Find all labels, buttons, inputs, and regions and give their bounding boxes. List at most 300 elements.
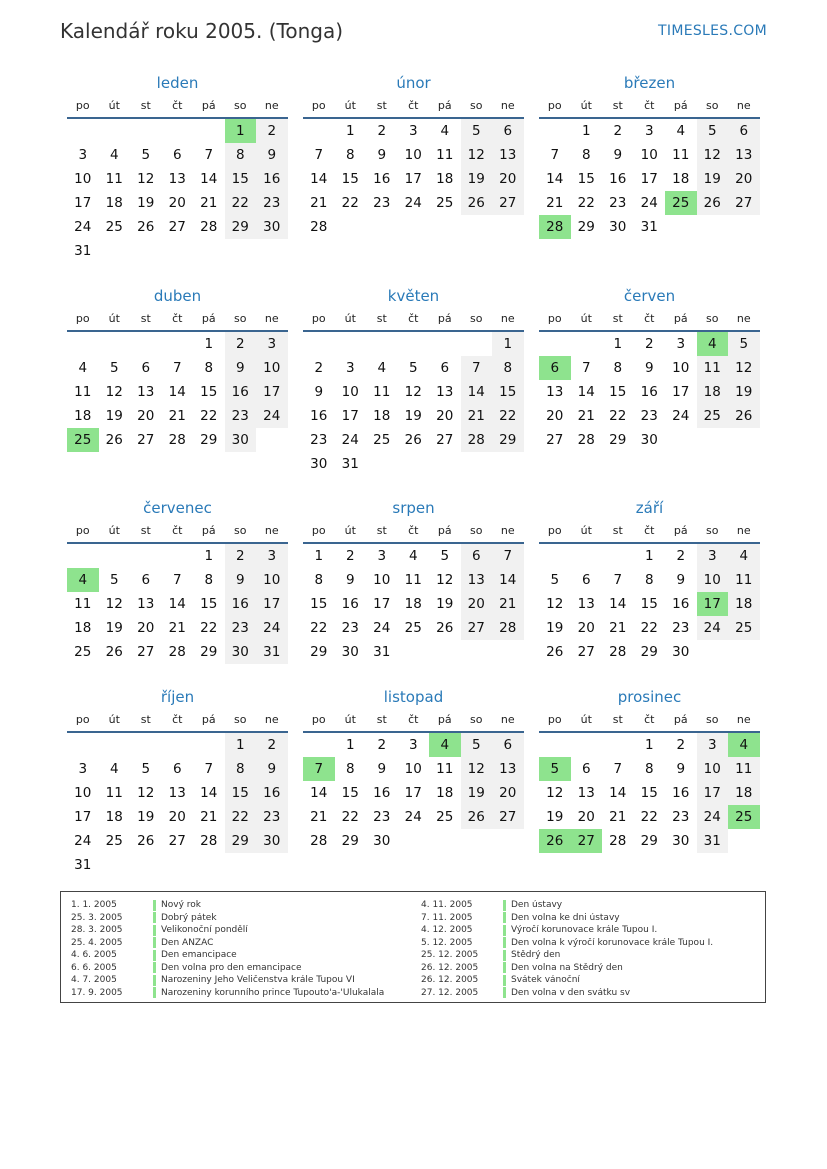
day-cell: 13 xyxy=(577,596,595,612)
day-cell: 23 xyxy=(310,432,328,448)
day-cell: 5 xyxy=(697,119,729,143)
brand-link[interactable]: TIMESLES.COM xyxy=(658,23,767,39)
day-cell: 16 xyxy=(373,171,391,187)
weekday-header xyxy=(303,523,524,544)
legend-holiday-name: Dobrý pátek xyxy=(161,912,217,923)
day-cell: 2 xyxy=(644,336,654,352)
weekday-label: út xyxy=(580,524,592,537)
day-cell: 7 xyxy=(461,356,493,380)
weekday-label: čt xyxy=(644,312,655,325)
weekday-label: pá xyxy=(437,99,452,112)
weekday-label: st xyxy=(140,312,151,325)
day-cell: 22 xyxy=(341,809,359,825)
day-cell: 17 xyxy=(640,171,658,187)
day-cell: 15 xyxy=(640,785,658,801)
day-cell: 11 xyxy=(105,785,123,801)
weekday-label: po xyxy=(75,713,90,726)
day-cell: 30 xyxy=(341,644,359,660)
weekday-label: pá xyxy=(673,312,688,325)
day-cell: 14 xyxy=(461,380,493,404)
month-name: listopad xyxy=(383,688,444,706)
legend-row xyxy=(411,974,713,987)
legend-row xyxy=(61,974,384,987)
day-cell: 4 xyxy=(676,123,686,139)
day-cell: 24 xyxy=(404,195,422,211)
day-cell: 4 xyxy=(377,360,387,376)
day-cell: 6 xyxy=(141,360,151,376)
day-cell: 10 xyxy=(74,785,92,801)
day-cell: 29 xyxy=(200,644,218,660)
day-cell: 10 xyxy=(697,757,729,781)
day-cell: 12 xyxy=(105,596,123,612)
legend-color-marker xyxy=(503,962,506,973)
day-cell: 8 xyxy=(204,360,214,376)
day-cell: 13 xyxy=(728,143,760,167)
legend-row xyxy=(61,924,384,937)
day-cell: 6 xyxy=(581,761,591,777)
day-cell: 30 xyxy=(640,432,658,448)
day-cell: 28 xyxy=(168,432,186,448)
weekday-label: st xyxy=(140,524,151,537)
day-cell: 2 xyxy=(377,737,387,753)
day-cell: 29 xyxy=(577,219,595,235)
month-3 xyxy=(539,72,760,239)
weekday-label: čt xyxy=(172,524,183,537)
weekday-label: pá xyxy=(201,524,216,537)
day-cell: 10 xyxy=(256,356,288,380)
day-cell: 27 xyxy=(168,833,186,849)
day-cell: 4 xyxy=(728,544,760,568)
day-cell: 30 xyxy=(672,644,690,660)
empty-cell xyxy=(571,544,603,568)
day-cell: 22 xyxy=(640,620,658,636)
page-title: Kalendář roku 2005. (Tonga) xyxy=(60,19,344,43)
day-cell: 23 xyxy=(225,616,257,640)
day-cell: 21 xyxy=(310,195,328,211)
weekday-label: ne xyxy=(264,99,279,112)
legend-date: 25. 3. 2005 xyxy=(71,912,123,923)
day-cell: 12 xyxy=(461,757,493,781)
day-cell: 24 xyxy=(640,195,658,211)
weekday-header xyxy=(67,311,288,332)
day-cell: 19 xyxy=(546,620,564,636)
empty-cell xyxy=(162,544,194,568)
day-cell: 15 xyxy=(225,167,257,191)
day-cell: 2 xyxy=(345,548,355,564)
day-cell: 21 xyxy=(492,592,524,616)
weekday-label: po xyxy=(311,713,326,726)
day-cell: 28 xyxy=(577,432,595,448)
day-cell: 13 xyxy=(137,384,155,400)
day-cell: 18 xyxy=(728,781,760,805)
weekday-label: so xyxy=(470,312,483,325)
day-cell: 31 xyxy=(640,219,658,235)
day-cell: 14 xyxy=(609,785,627,801)
day-cell: 9 xyxy=(345,572,355,588)
legend-holiday-name: Narozeniny Jeho Veličenstva krále Tupou VI xyxy=(161,975,355,986)
day-cell: 20 xyxy=(492,781,524,805)
weekday-label: st xyxy=(376,713,387,726)
weekday-label: pá xyxy=(201,312,216,325)
day-cell: 11 xyxy=(436,761,454,777)
day-cell: 28 xyxy=(461,428,493,452)
legend-color-marker xyxy=(503,975,506,986)
weekday-label: st xyxy=(376,99,387,112)
legend-color-marker xyxy=(503,900,506,911)
day-cell: 3 xyxy=(345,360,355,376)
day-cell: 14 xyxy=(609,596,627,612)
empty-cell xyxy=(162,733,194,757)
month-10 xyxy=(67,686,288,877)
day-cell: 12 xyxy=(436,572,454,588)
day-cell: 3 xyxy=(644,123,654,139)
legend-date: 25. 4. 2005 xyxy=(71,937,123,948)
holiday-day-cell: 4 xyxy=(697,332,729,356)
empty-cell xyxy=(99,733,131,757)
weekday-label: ne xyxy=(500,524,515,537)
day-cell: 22 xyxy=(200,408,218,424)
day-cell: 25 xyxy=(436,195,454,211)
weekday-label: so xyxy=(706,312,719,325)
day-cell: 27 xyxy=(546,432,564,448)
day-cell: 21 xyxy=(461,404,493,428)
day-cell: 19 xyxy=(461,167,493,191)
month-11 xyxy=(303,686,524,853)
legend-holiday-name: Nový rok xyxy=(161,900,201,911)
day-cell: 9 xyxy=(676,761,686,777)
day-cell: 16 xyxy=(672,596,690,612)
day-cell: 19 xyxy=(404,408,422,424)
month-12 xyxy=(539,686,760,853)
weekday-header xyxy=(67,523,288,544)
legend-date: 27. 12. 2005 xyxy=(421,987,479,998)
legend-row xyxy=(411,924,713,937)
day-cell: 27 xyxy=(492,191,524,215)
day-cell: 9 xyxy=(613,147,623,163)
empty-cell xyxy=(193,733,225,757)
day-cell: 27 xyxy=(728,191,760,215)
month-1 xyxy=(67,72,288,263)
day-cell: 21 xyxy=(577,408,595,424)
empty-cell xyxy=(303,332,335,356)
day-cell: 29 xyxy=(225,215,257,239)
legend-holiday-name: Výročí korunovace krále Tupou I. xyxy=(511,925,658,936)
day-cell: 21 xyxy=(200,809,218,825)
weekday-label: út xyxy=(580,713,592,726)
month-2 xyxy=(303,72,524,239)
weekday-label: st xyxy=(612,312,623,325)
day-cell: 23 xyxy=(225,404,257,428)
day-cell: 18 xyxy=(105,809,123,825)
weekday-label: čt xyxy=(408,713,419,726)
day-cell: 18 xyxy=(74,620,92,636)
day-cell: 1 xyxy=(204,548,214,564)
day-cell: 7 xyxy=(613,761,623,777)
day-cell: 7 xyxy=(613,572,623,588)
day-cell: 16 xyxy=(341,596,359,612)
weekday-header xyxy=(539,712,760,733)
day-cell: 8 xyxy=(314,572,324,588)
weekday-label: pá xyxy=(437,312,452,325)
day-cell: 9 xyxy=(256,757,288,781)
weekday-label: po xyxy=(311,99,326,112)
empty-cell xyxy=(99,119,131,143)
day-cell: 5 xyxy=(728,332,760,356)
weekday-label: út xyxy=(108,524,120,537)
day-cell: 7 xyxy=(492,544,524,568)
month-4 xyxy=(67,285,288,452)
holiday-day-cell: 28 xyxy=(539,215,571,239)
day-cell: 7 xyxy=(204,147,214,163)
day-cell: 16 xyxy=(609,171,627,187)
day-cell: 16 xyxy=(225,592,257,616)
day-cell: 19 xyxy=(461,781,493,805)
weekday-label: so xyxy=(706,524,719,537)
day-cell: 15 xyxy=(577,171,595,187)
day-cell: 1 xyxy=(345,737,355,753)
holiday-day-cell: 4 xyxy=(728,733,760,757)
weekday-label: čt xyxy=(172,99,183,112)
weekday-label: pá xyxy=(673,99,688,112)
day-cell: 10 xyxy=(341,384,359,400)
day-cell: 13 xyxy=(461,568,493,592)
day-cell: 6 xyxy=(492,119,524,143)
weekday-label: čt xyxy=(408,312,419,325)
day-cell: 17 xyxy=(341,408,359,424)
day-cell: 8 xyxy=(225,143,257,167)
day-cell: 10 xyxy=(256,568,288,592)
day-cell: 26 xyxy=(105,432,123,448)
day-cell: 5 xyxy=(141,147,151,163)
weekday-label: po xyxy=(75,312,90,325)
legend-row xyxy=(61,912,384,925)
legend-color-marker xyxy=(503,912,506,923)
weekday-label: st xyxy=(376,524,387,537)
weekday-label: ne xyxy=(736,99,751,112)
empty-cell xyxy=(571,332,603,356)
day-cell: 3 xyxy=(697,733,729,757)
day-cell: 26 xyxy=(697,191,729,215)
day-cell: 1 xyxy=(314,548,324,564)
day-cell: 3 xyxy=(256,332,288,356)
holiday-day-cell: 25 xyxy=(665,191,697,215)
day-cell: 27 xyxy=(137,432,155,448)
day-cell: 23 xyxy=(256,805,288,829)
weekday-label: so xyxy=(470,524,483,537)
day-grid xyxy=(539,544,760,664)
month-name: srpen xyxy=(392,499,435,517)
day-cell: 3 xyxy=(408,737,418,753)
day-cell: 20 xyxy=(168,809,186,825)
day-cell: 10 xyxy=(404,147,422,163)
day-cell: 19 xyxy=(436,596,454,612)
day-cell: 10 xyxy=(74,171,92,187)
legend-holiday-name: Den volna pro den emancipace xyxy=(161,962,302,973)
day-cell: 6 xyxy=(172,147,182,163)
day-cell: 28 xyxy=(310,219,328,235)
day-cell: 13 xyxy=(436,384,454,400)
day-cell: 31 xyxy=(373,644,391,660)
day-cell: 30 xyxy=(225,428,257,452)
day-cell: 1 xyxy=(204,336,214,352)
weekday-label: po xyxy=(547,99,562,112)
month-name: říjen xyxy=(160,688,195,706)
empty-cell xyxy=(398,332,430,356)
empty-cell xyxy=(193,119,225,143)
weekday-header xyxy=(303,712,524,733)
holiday-legend xyxy=(60,891,766,1003)
empty-cell xyxy=(602,733,634,757)
day-cell: 6 xyxy=(440,360,450,376)
day-cell: 3 xyxy=(676,336,686,352)
day-cell: 18 xyxy=(74,408,92,424)
weekday-label: pá xyxy=(201,99,216,112)
legend-color-marker xyxy=(153,987,156,998)
legend-date: 26. 12. 2005 xyxy=(421,962,479,973)
day-cell: 21 xyxy=(310,809,328,825)
holiday-day-cell: 26 xyxy=(539,829,571,853)
legend-holiday-name: Den volna ke dni ústavy xyxy=(511,912,620,923)
day-cell: 19 xyxy=(137,809,155,825)
day-cell: 30 xyxy=(225,640,257,664)
day-cell: 10 xyxy=(672,360,690,376)
day-cell: 23 xyxy=(256,191,288,215)
day-cell: 14 xyxy=(310,171,328,187)
weekday-label: čt xyxy=(644,524,655,537)
day-cell: 10 xyxy=(697,568,729,592)
weekday-label: čt xyxy=(172,713,183,726)
weekday-label: so xyxy=(706,99,719,112)
day-cell: 2 xyxy=(225,332,257,356)
day-cell: 29 xyxy=(640,644,658,660)
day-cell: 24 xyxy=(697,616,729,640)
legend-date: 4. 12. 2005 xyxy=(421,925,473,936)
day-cell: 17 xyxy=(672,384,690,400)
day-cell: 5 xyxy=(109,360,119,376)
weekday-label: ne xyxy=(264,713,279,726)
day-cell: 18 xyxy=(373,408,391,424)
day-cell: 2 xyxy=(377,123,387,139)
legend-holiday-name: Den volna v den svátku sv xyxy=(511,987,631,998)
day-cell: 26 xyxy=(546,644,564,660)
day-cell: 30 xyxy=(256,829,288,853)
day-cell: 17 xyxy=(697,781,729,805)
day-grid xyxy=(303,119,524,239)
day-cell: 4 xyxy=(78,360,88,376)
day-cell: 9 xyxy=(256,143,288,167)
holiday-day-cell: 17 xyxy=(697,592,729,616)
month-8 xyxy=(303,497,524,664)
month-9 xyxy=(539,497,760,664)
day-cell: 28 xyxy=(609,644,627,660)
day-cell: 24 xyxy=(341,432,359,448)
day-cell: 10 xyxy=(640,147,658,163)
day-cell: 22 xyxy=(609,408,627,424)
day-cell: 1 xyxy=(644,548,654,564)
day-cell: 7 xyxy=(581,360,591,376)
day-cell: 8 xyxy=(581,147,591,163)
weekday-header xyxy=(303,311,524,332)
day-cell: 9 xyxy=(225,356,257,380)
day-cell: 22 xyxy=(310,620,328,636)
legend-holiday-name: Den volna na Štědrý den xyxy=(511,962,623,973)
weekday-label: ne xyxy=(500,99,515,112)
empty-cell xyxy=(539,544,571,568)
weekday-label: čt xyxy=(644,713,655,726)
legend-color-marker xyxy=(503,987,506,998)
month-name: září xyxy=(635,499,664,517)
day-cell: 13 xyxy=(492,757,524,781)
weekday-label: ne xyxy=(736,713,751,726)
day-cell: 11 xyxy=(728,757,760,781)
day-grid xyxy=(67,332,288,452)
day-grid xyxy=(67,544,288,664)
day-cell: 28 xyxy=(200,833,218,849)
holiday-day-cell: 5 xyxy=(539,757,571,781)
empty-cell xyxy=(335,332,367,356)
day-cell: 26 xyxy=(105,644,123,660)
day-cell: 16 xyxy=(640,384,658,400)
legend-row xyxy=(411,987,713,1000)
legend-holiday-name: Svátek vánoční xyxy=(511,975,580,986)
holiday-day-cell: 1 xyxy=(225,119,257,143)
day-cell: 20 xyxy=(137,408,155,424)
day-cell: 25 xyxy=(404,620,422,636)
day-cell: 1 xyxy=(225,733,257,757)
legend-row xyxy=(411,899,713,912)
day-cell: 8 xyxy=(225,757,257,781)
weekday-label: út xyxy=(108,99,120,112)
legend-row xyxy=(61,962,384,975)
weekday-label: po xyxy=(547,713,562,726)
day-cell: 25 xyxy=(105,833,123,849)
empty-cell xyxy=(303,119,335,143)
legend-row xyxy=(411,962,713,975)
weekday-label: út xyxy=(580,312,592,325)
day-cell: 4 xyxy=(109,147,119,163)
day-cell: 22 xyxy=(200,620,218,636)
day-cell: 1 xyxy=(492,332,524,356)
weekday-label: po xyxy=(547,312,562,325)
day-cell: 11 xyxy=(373,384,391,400)
day-cell: 12 xyxy=(137,171,155,187)
day-cell: 23 xyxy=(373,195,391,211)
day-cell: 10 xyxy=(404,761,422,777)
day-cell: 27 xyxy=(577,644,595,660)
day-cell: 27 xyxy=(492,805,524,829)
legend-holiday-name: Velikonoční pondělí xyxy=(161,925,248,936)
legend-date: 1. 1. 2005 xyxy=(71,900,117,911)
weekday-label: út xyxy=(344,524,356,537)
day-cell: 12 xyxy=(105,384,123,400)
legend-date: 6. 6. 2005 xyxy=(71,962,117,973)
day-cell: 4 xyxy=(440,123,450,139)
day-cell: 18 xyxy=(672,171,690,187)
weekday-label: st xyxy=(376,312,387,325)
day-cell: 8 xyxy=(613,360,623,376)
empty-cell xyxy=(130,733,162,757)
month-name: červen xyxy=(623,287,676,305)
day-cell: 9 xyxy=(377,147,387,163)
day-cell: 8 xyxy=(644,572,654,588)
legend-color-marker xyxy=(153,937,156,948)
day-cell: 15 xyxy=(640,596,658,612)
day-cell: 14 xyxy=(168,384,186,400)
day-cell: 13 xyxy=(577,785,595,801)
day-cell: 23 xyxy=(672,620,690,636)
empty-cell xyxy=(130,332,162,356)
day-cell: 5 xyxy=(109,572,119,588)
